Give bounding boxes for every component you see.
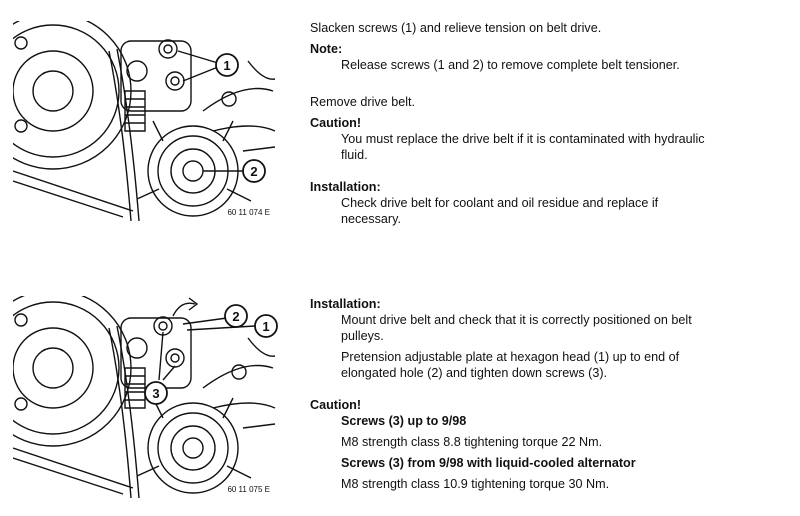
callout-1-label: 1	[223, 58, 231, 73]
note-text: Release screws (1 and 2) to remove complete belt tensioner.	[341, 58, 680, 72]
installation-instructions	[310, 296, 780, 492]
installation-heading: Installation:	[310, 180, 381, 194]
callout-2-label: 2	[250, 164, 258, 179]
figure-code: 60 11 074 E	[227, 208, 270, 217]
caution-heading: Caution!	[310, 398, 362, 412]
caution-line-2: fluid.	[341, 148, 368, 162]
spec-1-heading: Screws (3) up to 9/98	[341, 414, 467, 428]
callout-3-label: 3	[152, 386, 160, 401]
intro-text: Slacken screws (1) and relieve tension on belt drive.	[310, 21, 602, 35]
installation-heading: Installation:	[310, 297, 381, 311]
spec-2-heading: Screws (3) from 9/98 with liquid-cooled alternator	[341, 456, 636, 470]
figure-code: 60 11 075 E	[227, 485, 270, 494]
belt-installation-drawing	[13, 296, 278, 498]
callout-1-label: 1	[262, 319, 270, 334]
install-line-1: Check drive belt for coolant and oil residue and replace if	[341, 196, 659, 210]
remove-text: Remove drive belt.	[310, 95, 415, 109]
caution-line-1: You must replace the drive belt if it is contaminated with hydraulic	[341, 132, 705, 146]
caution-heading: Caution!	[310, 116, 362, 130]
pretension-line-2: elongated hole (2) and tighten down screws (3).	[341, 366, 608, 380]
note-heading: Note:	[310, 42, 343, 56]
callout-2-label: 2	[232, 309, 240, 324]
belt-tensioner-drawing	[13, 21, 278, 221]
spec-2-text: M8 strength class 10.9 tightening torque 30 Nm.	[341, 477, 610, 491]
spec-1-text: M8 strength class 8.8 tightening torque 22 Nm.	[341, 435, 603, 449]
belt-drive-figure-1	[13, 21, 278, 221]
mount-line-1: Mount drive belt and check that it is correctly positioned on belt	[341, 313, 692, 327]
belt-drive-figure-2	[13, 296, 278, 498]
removal-instructions	[310, 20, 780, 227]
mount-line-2: pulleys.	[341, 329, 384, 343]
pretension-line-1: Pretension adjustable plate at hexagon head (1) up to end of	[341, 350, 680, 364]
install-line-2: necessary.	[341, 212, 401, 226]
